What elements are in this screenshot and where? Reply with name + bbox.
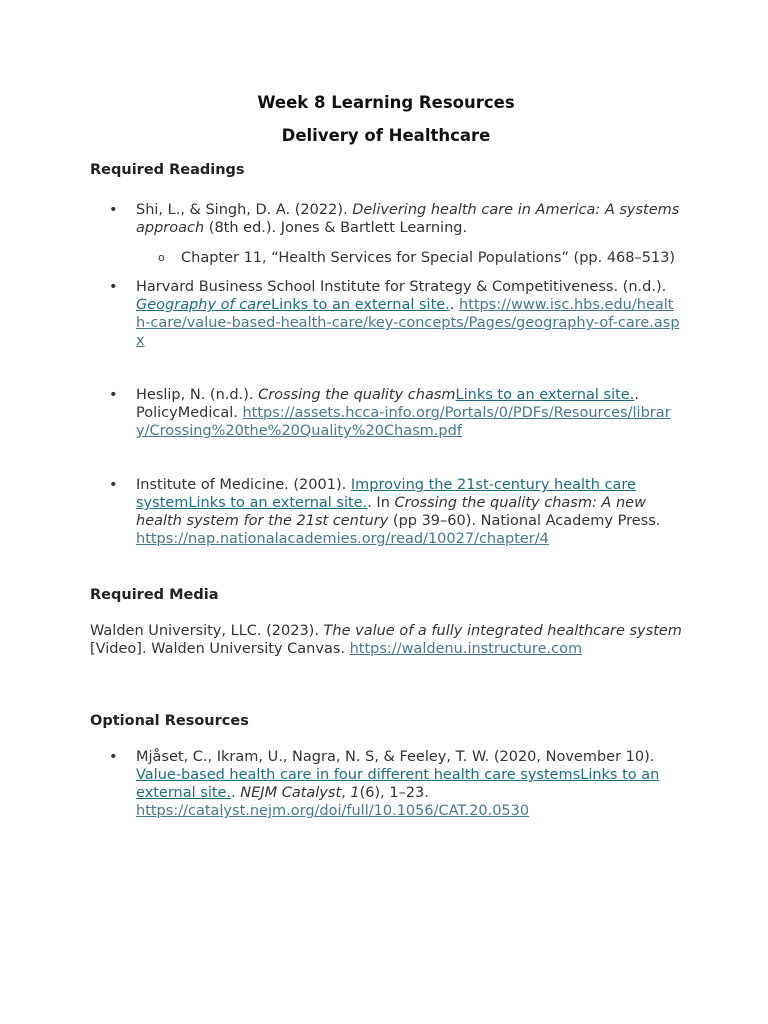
reference-iom: • Institute of Medicine. (2001). Improving the 21st-century health care systemLinks to an external site.. In Crossing the quality chasm: A new health system for the 21st century (pp 39–60). National Academy Press. https://nap.nationalacademies.org/read/10027/chapter/4 [90,476,682,548]
journal-title: NEJM Catalyst [240,785,342,801]
chapter-sublist [136,249,682,267]
iom-chapter-link[interactable]: Improving the 21st-century health care systemLinks to an external site. [136,477,636,511]
journal-volume: 1 [350,785,360,801]
heslip-external-link[interactable]: Links to an external site. [455,387,635,403]
document-page [90,92,682,820]
nejm-url-link[interactable]: https://catalyst.nejm.org/doi/full/10.1056/CAT.20.0530 [136,803,530,819]
required-readings-list [90,201,682,548]
heslip-url-link[interactable]: https://assets.hcca-info.org/Portals/0/PDFs/Resources/library/Crossing%20the%20Quality%20Chasm.pdf [136,405,671,439]
reference-walden: Walden University, LLC. (2023). The value of a fully integrated healthcare system [Video]. Walden University Canvas. https://waldenu.instructure.com [90,623,682,657]
optional-resources-list [90,748,682,820]
iom-url-link[interactable]: https://nap.nationalacademies.org/read/10027/chapter/4 [136,531,549,547]
geography-of-care-link[interactable]: Geography of careLinks to an external site. [136,297,450,313]
reference-shi: • Shi, L., & Singh, D. A. (2022). Delivering health care in America: A systems approach (8th ed.). Jones & Bartlett Learning. o Chapter 11, “Health Services for Special Populations” (pp. 468–513) [90,201,682,267]
harvard-url-link[interactable]: https://www.isc.hbs.edu/health-care/value-based-health-care/key-concepts/Pages/geography-of-care.aspx [136,297,680,349]
chapter-item: o Chapter 11, “Health Services for Special Populations” (pp. 468–513) [136,249,682,267]
book-title: Delivering health care in America: A systems approach [136,202,680,236]
optional-resources-heading: Optional Resources [90,713,249,729]
reference-harvard: • Harvard Business School Institute for Strategy & Competitiveness. (n.d.). Geography of careLinks to an external site.. https://www.isc.hbs.edu/health-care/value-based-health-care/key-concepts/Pages/geography-of-care.aspx [90,278,682,350]
reference-heslip: • Heslip, N. (n.d.). Crossing the quality chasmLinks to an external site.. PolicyMedical. https://assets.hcca-info.org/Portals/0/PDFs/Resources/library/Crossing%20the%20Quality%20Chasm.pdf [90,386,682,440]
reference-mjaset: • Mjåset, C., Ikram, U., Nagra, N. S, & Feeley, T. W. (2020, November 10). Value-based health care in four different health care systemsLinks to an external site.. NEJM Catalyst, 1(6), 1–23. https://catalyst.nejm.org/doi/full/10.1056/CAT.20.0530 [90,748,682,820]
page-title: Week 8 Learning Resources [257,93,515,112]
page-subtitle: Delivery of Healthcare [281,126,491,145]
required-media-heading: Required Media [90,587,219,603]
value-based-care-link[interactable]: Value-based health care in four different health care systemsLinks to an external site. [136,767,660,801]
book-title: Crossing the quality chasm: A new health system for the 21st century [136,495,646,529]
required-readings-heading: Required Readings [90,162,245,178]
video-title: The value of a fully integrated healthcare system [323,623,682,639]
article-title: Crossing the quality chasm [258,387,456,403]
walden-url-link[interactable]: https://waldenu.instructure.com [349,641,583,657]
